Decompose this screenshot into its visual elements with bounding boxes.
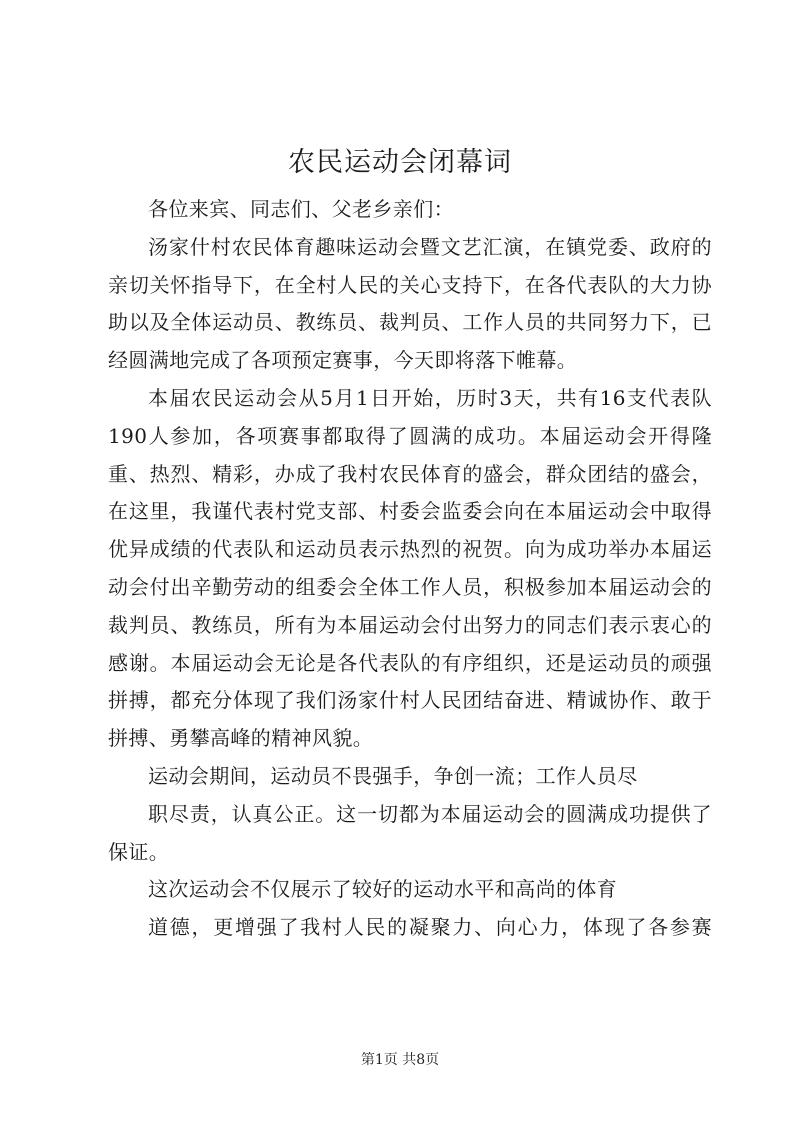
paragraph-greeting: 各位来宾、同志们、父老乡亲们： (148, 197, 454, 221)
paragraph-during-event-line1: 运动会期间，运动员不畏强手，争创一流；工作人员尽 (148, 763, 638, 788)
paragraph-significance-line1: 这次运动会不仅展示了较好的运动水平和高尚的体育 (148, 877, 618, 902)
paragraph-significance-line2: 道德，更增强了我村人民的凝聚力、向心力，体现了各参赛 (148, 915, 712, 940)
paragraph-opening: 汤家什村农民体育趣味运动会暨文艺汇演，在镇党委、政府的亲切关怀指导下，在全村人民的关心支持下，在各代表队的大力协助以及全体运动员、教练员、裁判员、工作人员的共同努力下，已经圆满地完成了各项预定赛事，今天即将落下帷幕。 (108, 234, 712, 373)
page-title: 农民运动会闭幕词 (288, 147, 512, 178)
document-body (108, 191, 712, 947)
page-footer: 第1页 共8页 (360, 1052, 440, 1068)
paragraph-event-summary: 本届农民运动会从5月1日开始，历时3天，共有16支代表队190人参加，各项赛事都取得了圆满的成功。本届运动会开得隆重、热烈、精彩，办成了我村农民体育的盛会，群众团结的盛会，在这里，我谨代表村党支部、村委会监委会向在本届运动会中取得优异成绩的代表队和运动员表示热烈的祝贺。向为成功举办本届运动会付出辛勤劳动的组委会全体工作人员，积极参加本届运动会的裁判员、教练员，所有为本届运动会付出努力的同志们表示衷心的感谢。本届运动会无论是各代表队的有序组织，还是运动员的顽强拼搏，都充分体现了我们汤家什村人民团结奋进、精诚协作、敢于拼搏、勇攀高峰的精神风貌。 (108, 385, 712, 751)
paragraph-during-event-line2: 职尽责，认真公正。这一切都为本届运动会的圆满成功提供了保证。 (108, 801, 712, 864)
